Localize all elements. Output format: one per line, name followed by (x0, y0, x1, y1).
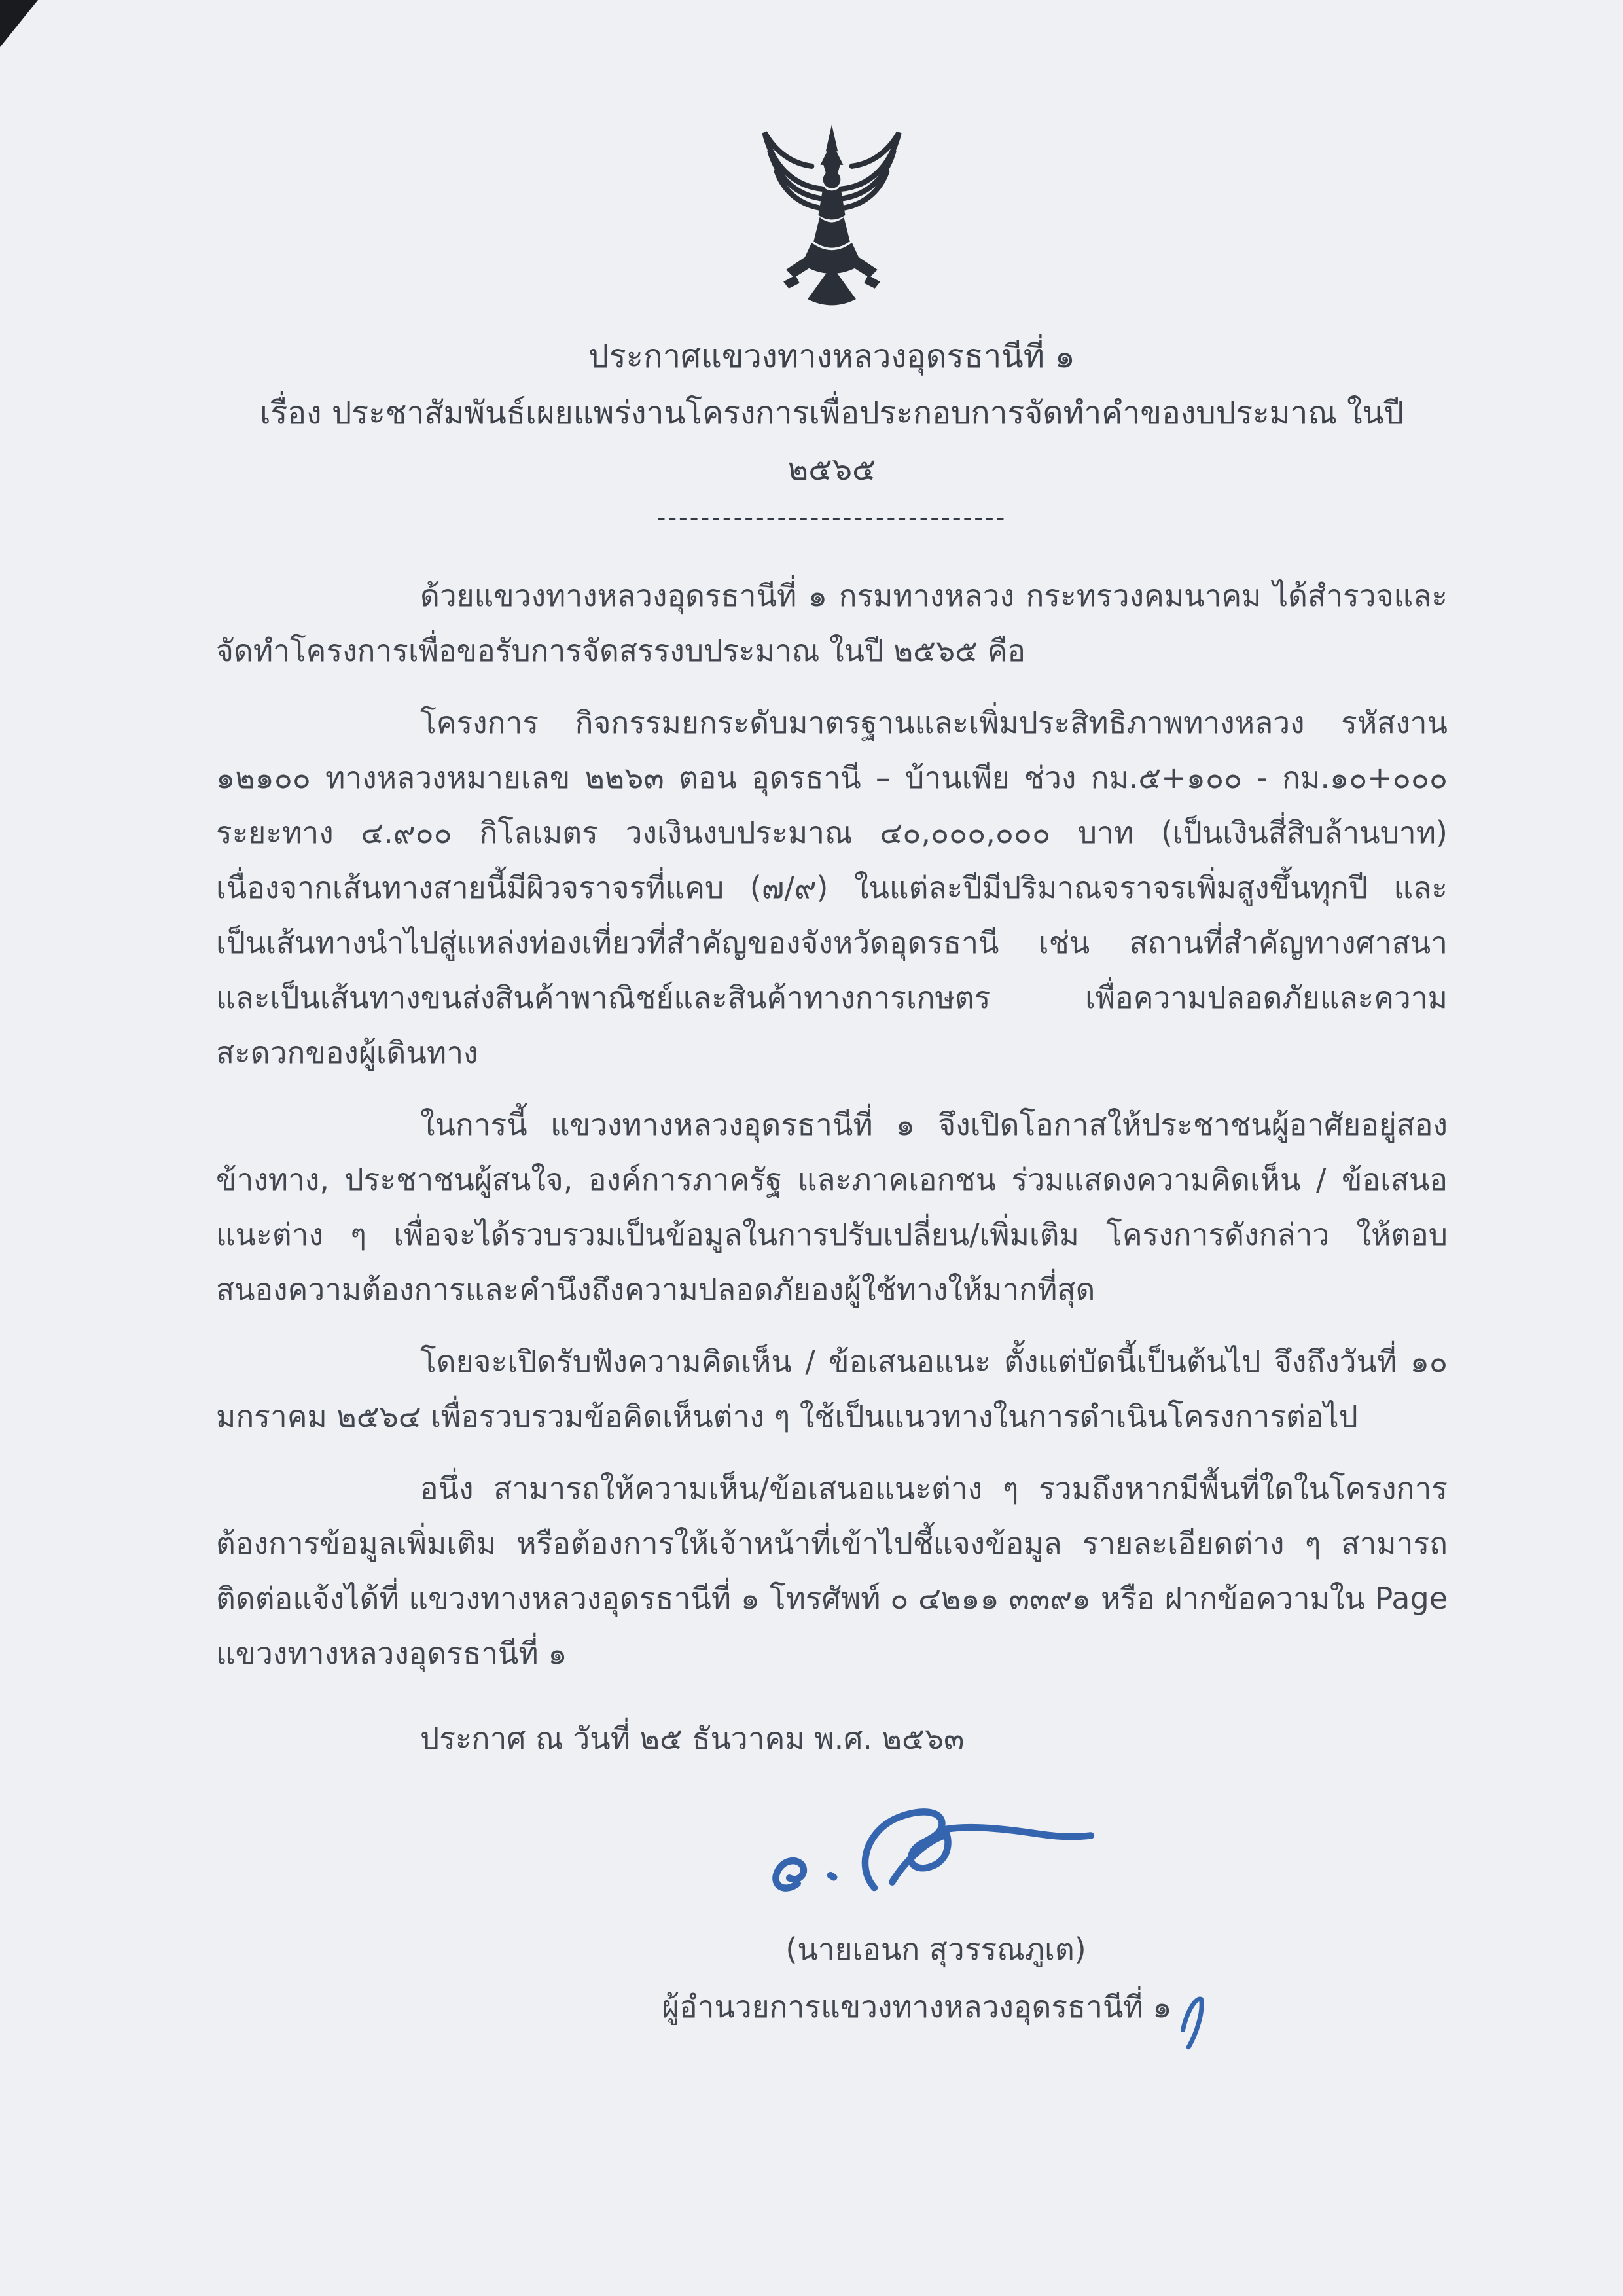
garuda-emblem-icon (731, 119, 933, 321)
handwritten-signature-ink (758, 1800, 1114, 1916)
issued-date-line: ประกาศ ณ วันที่ ๒๕ ธันวาคม พ.ศ. ๒๕๖๓ (420, 1721, 965, 1756)
scan-corner-artifact (0, 0, 38, 47)
paragraph-comment-period: โดยจะเปิดรับฟังความคิดเห็น / ข้อเสนอแนะ ตั้งแต่บัดนี้เป็นต้นไป จึงถึงวันที่ ๑๐ มกราคม ๒๕๖๔ เพื่อรวบรวมข้อคิดเห็นต่าง ๆ ใช้เป็นแนวทางในการดำเนินโครงการต่อไป (216, 1344, 1448, 1434)
document-subject: เรื่อง ประชาสัมพันธ์เผยแพร่งานโครงการเพื่อประกอบการจัดทำคำของบประมาณ ในปี ๒๕๖๕ (260, 395, 1404, 488)
signer-name: (นายเอนก สุวรรณภูเต) (785, 1931, 1086, 1967)
paragraph-intro: ด้วยแขวงทางหลวงอุดรธานีที่ ๑ กรมทางหลวง กระทรวงคมนาคม ได้สำรวจและจัดทำโครงการเพื่อขอรับการจัดสรรงบประมาณ ในปี ๒๕๖๕ คือ (216, 578, 1448, 668)
paragraph-contact-info: อนึ่ง สามารถให้ความเห็น/ข้อเสนอแนะต่าง ๆ รวมถึงหากมีพื้นที่ใดในโครงการ ต้องการข้อมูลเพิ่มเติม หรือต้องการให้เจ้าหน้าที่เข้าไปชี้แจงข้อมูล รายละเอียดต่าง ๆ สามารถติดต่อแจ้งได้ที่ แขวงทางหลวงอุดรธานีที่ ๑ โทรศัพท์ ๐ ๔๒๑๑ ๓๓๙๑ หรือ ฝากข้อความใน Page แขวงทางหลวงอุดรธานีที่ ๑ (216, 1471, 1448, 1671)
paragraph-project-details: โครงการ กิจกรรมยกระดับมาตรฐานและเพิ่มประสิทธิภาพทางหลวง รหัสงาน ๑๒๑๐๐ ทางหลวงหมายเลข ๒๒๖๓ ตอน อุดรธานี – บ้านเพีย ช่วง กม.๕+๑๐๐ - กม.๑๐+๐๐๐ ระยะทาง ๔.๙๐๐ กิโลเมตร วงเงินงบประมาณ ๔๐,๐๐๐,๐๐๐ บาท (เป็นเงินสี่สิบล้านบาท) เนื่องจากเส้นทางสายนี้มีผิวจราจรที่แคบ (๗/๙) ในแต่ละปีมีปริมาณจราจรเพิ่มสูงขึ้นทุกปี และเป็นเส้นทางนำไปสู่แหล่งท่องเที่ยวที่สำคัญของจังหวัดอุดรธานี เช่น สถานที่สำคัญทางศาสนา และเป็นเส้นทางขนส่งสินค้าพาณิชย์และสินค้าทางการเกษตร เพื่อความปลอดภัยและความสะดวกของผู้เดินทาง (216, 705, 1448, 1070)
paragraph-public-hearing: ในการนี้ แขวงทางหลวงอุดรธานีที่ ๑ จึงเปิดโอกาสให้ประชาชนผู้อาศัยอยู่สองข้างทาง, ประชาชนผู้สนใจ, องค์การภาครัฐ และภาคเอกชน ร่วมแสดงความคิดเห็น / ข้อเสนอแนะต่าง ๆ เพื่อจะได้รวบรวมเป็นข้อมูลในการปรับเปลี่ยน/เพิ่มเติม โครงการดังกล่าว ให้ตอบสนองความต้องการและคำนึงถึงความปลอดภัยองผู้ใช้ทางให้มากที่สุด (216, 1107, 1448, 1307)
signer-title: ผู้อำนวยการแขวงทางหลวงอุดรธานีที่ ๑ (662, 1989, 1172, 2024)
signature-block (609, 1800, 1263, 2055)
dashed-divider: -------------------------------- (656, 503, 1007, 532)
document-title: ประกาศแขวงทางหลวงอุดรธานีที่ ๑ (588, 338, 1075, 375)
ink-flourish-mark (1176, 1992, 1210, 2055)
